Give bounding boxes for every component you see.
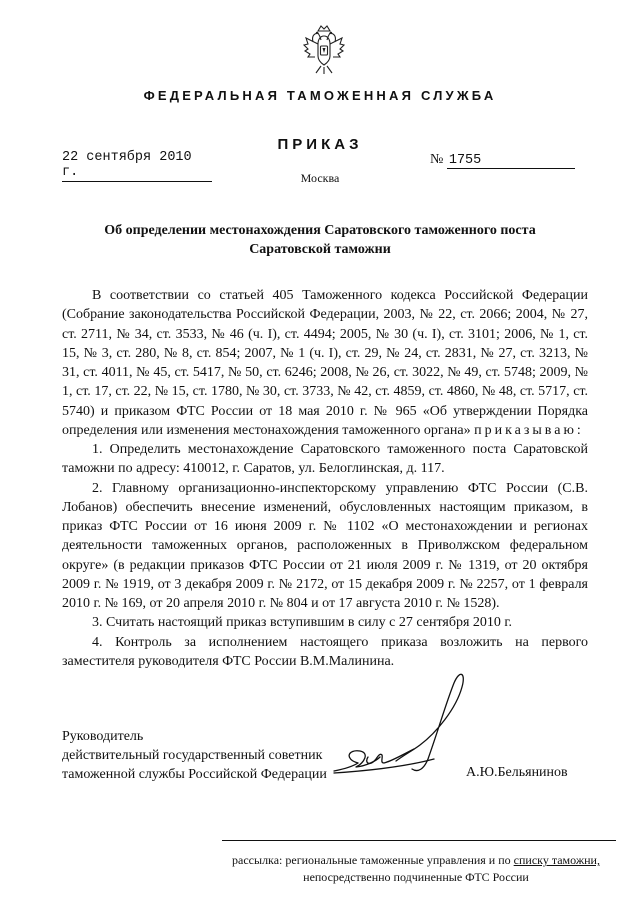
signer-rank: действительный государственный советник bbox=[62, 748, 323, 763]
signer-title: Руководитель bbox=[62, 729, 144, 744]
preamble-text: В соответствии со статьей 405 Таможенного кодекса Российской Федерации (Собрание законодательства Российской Федерации, 2003, № 22, ст. 2066; 2004, № 27, ст. 2711, № 34, ст. 3533, № 46 (ч. I), ст. 4494; 2005, № 30 (ч. I), ст. 3101; 2006, № 1, ст. 15, № 3, ст. 280, № 8, ст. 854; 2007, № 1 (ч. I), ст. 29, № 24, ст. 2831, № 27, ст. 3213, № 31, ст. 4011, № 45, ст. 5417, № 50, ст. 6246; 2008, № 26, ст. 3022, № 49, ст. 5748; 2009, № 1, ст. 17, ст. 22, № 15, ст. 1780, № 30, ст. 3733, № 42, ст. 4859, ст. 4860, № 48, ст. 5717, ст. 5740) и приказом ФТС России от 18 мая 2010 г. № 965 «Об утверждении Порядка определения или изменения местонахождения таможенного органа» bbox=[62, 288, 588, 438]
city: Москва bbox=[300, 171, 340, 185]
subject-line: Саратовской таможни bbox=[249, 242, 391, 257]
order-date: 22 сентября 2010 г. bbox=[62, 150, 212, 182]
order-title: ПРИКАЗ bbox=[277, 136, 363, 153]
signer-block bbox=[62, 727, 362, 784]
distribution-list bbox=[216, 852, 616, 886]
order-body bbox=[62, 286, 588, 671]
order-item: 4. Контроль за исполнением настоящего приказа возложить на первого заместителя руководителя ФТС России В.М.Малинина. bbox=[62, 634, 588, 669]
distribution-text: непосредственно подчиненные ФТС России bbox=[303, 870, 529, 884]
order-number bbox=[430, 152, 590, 169]
number-sign: № bbox=[430, 152, 444, 167]
order-subject bbox=[60, 221, 580, 259]
signer-rank: таможенной службы Российской Федерации bbox=[62, 767, 327, 782]
order-item: 2. Главному организационно-инспекторскому управлению ФТС России (С.В. Лобанов) обеспечить внесение изменений, обусловленных настоящим приказом, в приказ ФТС России от 16 июня 2009 г. № 1102 «О местонахождении и регионах деятельности таможенных органов, расположенных в Приволжском федеральном округе» (в редакции приказов ФТС России от 21 июля 2009 г. № 1319, от 20 октября 2009 г. № 1919, от 3 декабря 2009 г. № 2172, от 15 декабря 2009 г. № 2257, от 1 февраля 2010 г. № 169, от 20 апреля 2010 г. № 804 и от 17 августа 2010 г. № 1528). bbox=[62, 480, 588, 611]
divider bbox=[222, 840, 616, 841]
preamble bbox=[62, 286, 588, 440]
signer-name: А.Ю.Бельянинов bbox=[466, 765, 568, 780]
subject-line: Об определении местонахождения Саратовского таможенного поста bbox=[104, 223, 536, 238]
distribution-underlined: списку таможни, bbox=[513, 853, 600, 867]
number-value: 1755 bbox=[447, 153, 575, 169]
agency-name: ФЕДЕРАЛЬНАЯ ТАМОЖЕННАЯ СЛУЖБА bbox=[143, 88, 497, 103]
order-item: 1. Определить местонахождение Саратовского таможенного поста Саратовской таможни по адресу: 410012, г. Саратов, ул. Белоглинская, д. 117. bbox=[62, 442, 588, 477]
order-word: приказываю: bbox=[474, 422, 584, 438]
distribution-text: рассылка: региональные таможенные управления и по bbox=[232, 853, 511, 867]
coat-of-arms-icon bbox=[296, 22, 352, 78]
order-item: 3. Считать настоящий приказ вступившим в силу с 27 сентября 2010 г. bbox=[92, 615, 513, 631]
